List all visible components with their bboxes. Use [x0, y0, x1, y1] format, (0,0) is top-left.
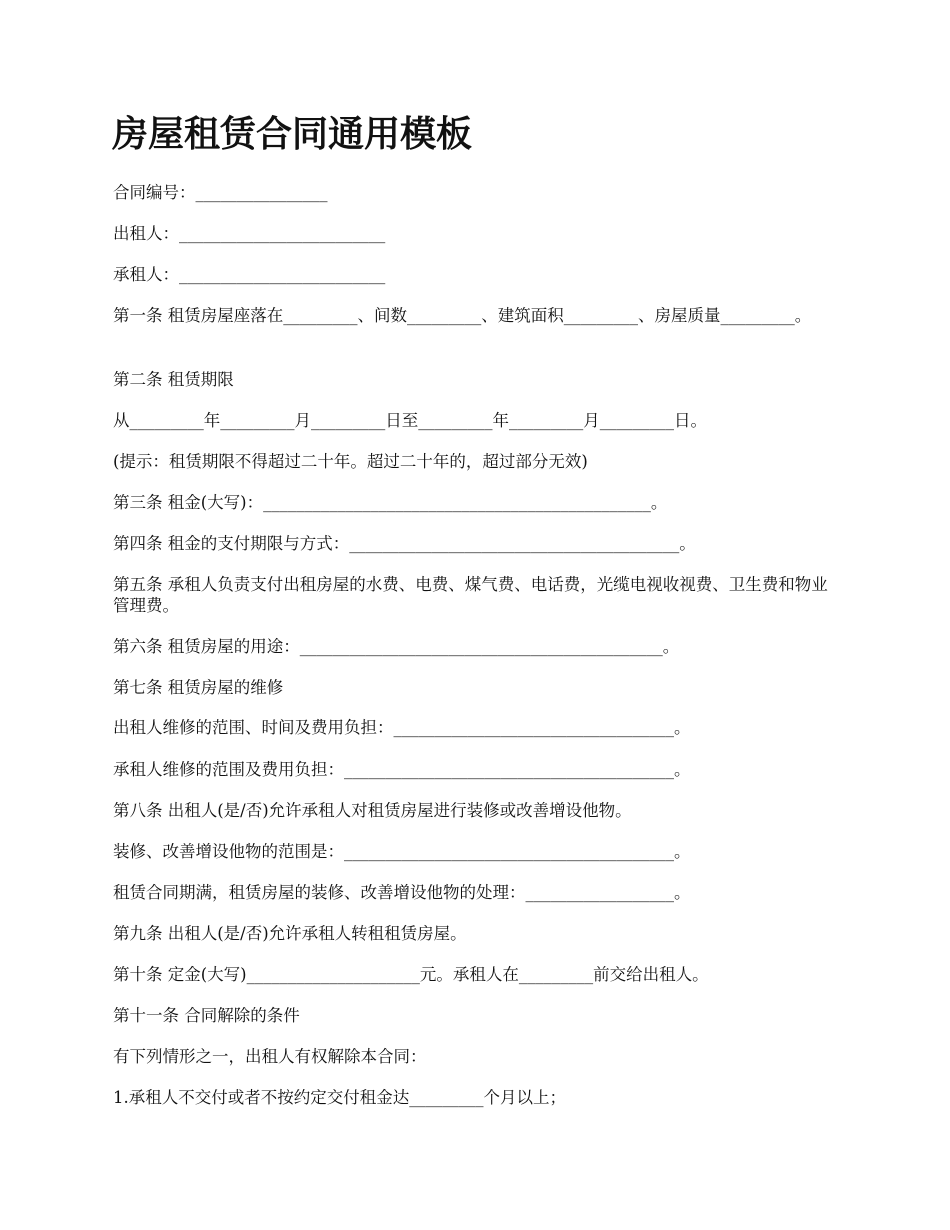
article-10: 第十条 定金(大写)_____________________元。承租人在_________前交给出租人。: [113, 965, 709, 984]
article-9: 第九条 出租人(是/否)允许承租人转租租赁房屋。: [113, 924, 467, 943]
renovation-scope-line: 装修、改善增设他物的范围是：________________________________________。: [113, 842, 691, 861]
lessee-repair-line: 承租人维修的范围及费用负担：________________________________________。: [113, 760, 691, 779]
article-4: 第四条 租金的支付期限与方式：________________________________________。: [113, 534, 696, 553]
article-7-heading: 第七条 租赁房屋的维修: [113, 678, 284, 697]
article-2-heading: 第二条 租赁期限: [113, 370, 234, 389]
article-6: 第六条 租赁房屋的用途：____________________________________________。: [113, 637, 680, 656]
lease-term-hint: (提示：租赁期限不得超过二十年。超过二十年的，超过部分无效): [113, 452, 588, 471]
article-11-heading: 第十一条 合同解除的条件: [113, 1006, 300, 1025]
document-title: 房屋租赁合同通用模板: [112, 114, 473, 155]
lease-term-line: 从_________年_________月_________日至_________年_________月_________日。: [113, 411, 707, 430]
lessor-line: 出租人：_________________________: [113, 224, 386, 243]
article-1: 第一条 租赁房屋座落在_________、间数_________、建筑面积_________、房屋质量_________。: [113, 306, 812, 325]
termination-intro-line: 有下列情形之一，出租人有权解除本合同：: [113, 1047, 427, 1066]
termination-item-1: 1.承租人不交付或者不按约定交付租金达_________个月以上；: [113, 1088, 566, 1107]
article-3: 第三条 租金(大写)：_______________________________________________。: [113, 493, 668, 512]
lessee-line: 承租人：_________________________: [113, 265, 386, 284]
article-8: 第八条 出租人(是/否)允许承租人对租赁房屋进行装修或改善增设他物。: [113, 801, 632, 820]
contract-number-line: 合同编号：________________: [113, 183, 328, 202]
renovation-handling-line: 租赁合同期满，租赁房屋的装修、改善增设他物的处理：__________________。: [113, 883, 691, 902]
lessor-repair-line: 出租人维修的范围、时间及费用负担：__________________________________。: [113, 718, 691, 737]
article-5: 第五条 承租人负责支付出租房屋的水费、电费、煤气费、电话费，光缆电视收视费、卫生费和物业管理费。: [113, 575, 828, 615]
